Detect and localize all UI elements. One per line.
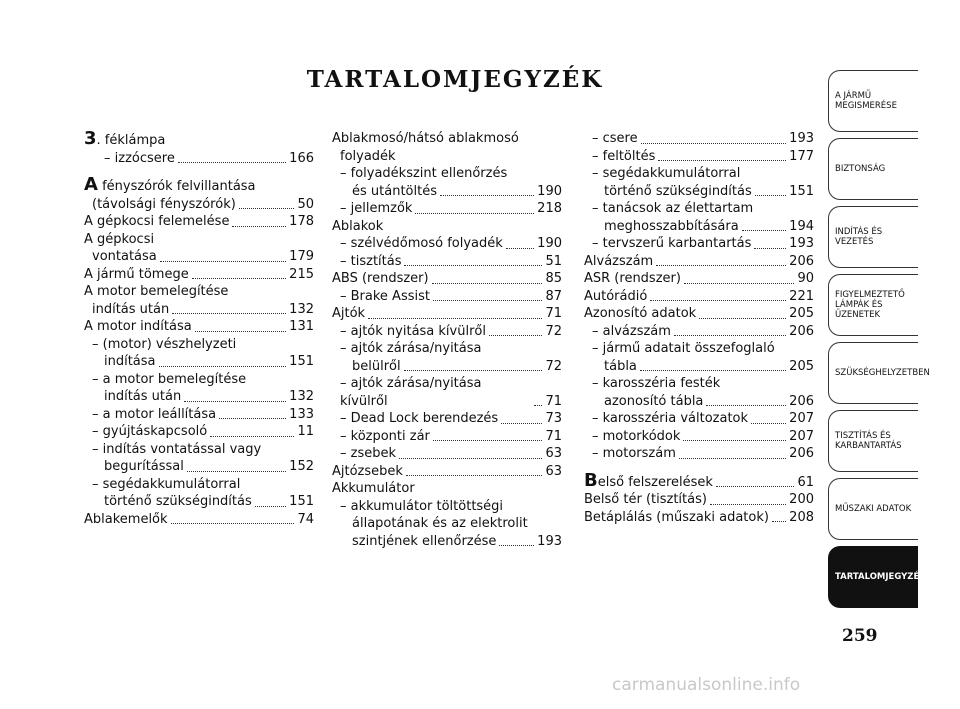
- page-ref: 50: [297, 196, 314, 212]
- page-ref: 215: [289, 266, 314, 282]
- page-ref: 208: [789, 509, 814, 525]
- index-entry: [584, 445, 814, 463]
- tab-starting-driving[interactable]: INDÍTÁS ÉS VEZETÉS: [828, 206, 918, 268]
- entry-text: Ablakemelők: [84, 511, 168, 527]
- index-entry: [332, 200, 562, 218]
- page-ref: 151: [289, 354, 314, 369]
- entry-text: – feltöltés: [592, 148, 656, 164]
- page-ref: 193: [789, 131, 814, 146]
- entry-text: A gépkocsi felemelése: [84, 214, 230, 229]
- entry-text: Ajtózsebek: [332, 463, 403, 479]
- entry-text: állapotának és az elektrolit: [352, 516, 528, 531]
- entry-text: A jármű tömege: [84, 266, 189, 282]
- page-ref: 71: [545, 306, 562, 321]
- index-entry: [84, 423, 314, 441]
- tab-emergency[interactable]: SZÜKSÉGHELYZETBEN: [828, 342, 918, 404]
- index-entry: [584, 393, 814, 411]
- index-entry: [332, 445, 562, 463]
- page-ref: 178: [289, 214, 314, 229]
- entry-text: – alvázszám: [592, 323, 671, 339]
- index-entry: [332, 428, 562, 446]
- index-entry: [84, 458, 314, 476]
- entry-text: Belső tér (tisztítás): [584, 492, 707, 507]
- index-entry: [584, 130, 814, 148]
- entry-text: ASR (rendszer): [584, 271, 681, 286]
- entry-text: – ajtók zárása/nyitása: [340, 341, 482, 356]
- entry-text: – jellemzők: [340, 201, 413, 216]
- page-ref: 221: [789, 288, 814, 304]
- entry-text: – karosszéria festék: [592, 376, 721, 391]
- entry-text: – ajtók zárása/nyitása kívülről: [340, 376, 482, 409]
- index-entry: [332, 463, 562, 481]
- page-ref: 179: [289, 249, 314, 264]
- page-ref: 193: [789, 236, 814, 251]
- page-ref: 206: [789, 393, 814, 409]
- page-ref: 207: [789, 411, 814, 426]
- index-letter: 3: [84, 128, 97, 149]
- index-entry: [332, 235, 562, 253]
- entry-text: szintjének ellenőrzése: [352, 533, 497, 549]
- entry-text: azonosító tábla: [604, 393, 704, 409]
- page-number: 259: [842, 626, 878, 646]
- entry-text: – tanácsok az élettartam: [592, 201, 754, 216]
- entry-text: – motorkódok: [592, 428, 681, 444]
- index-entry: [84, 406, 314, 424]
- section-tabs: [828, 70, 930, 614]
- entry-text: A gépkocsi: [84, 231, 155, 247]
- page-ref: 72: [545, 358, 562, 374]
- entry-text: Ablakok: [332, 218, 384, 234]
- page-ref: 177: [789, 148, 814, 164]
- tab-safety[interactable]: BIZTONSÁG: [828, 138, 918, 200]
- entry-text: – (motor) vészhelyzeti: [92, 336, 237, 352]
- entry-text: – gyújtáskapcsoló: [92, 424, 208, 439]
- page-ref: 74: [297, 511, 314, 527]
- page-ref: 151: [289, 494, 314, 509]
- entry-text: – karosszéria változatok: [592, 411, 749, 426]
- page-ref: 71: [545, 428, 562, 444]
- entry-text: . féklámpa: [96, 133, 166, 148]
- page-ref: 71: [545, 393, 562, 409]
- index-entry: [584, 270, 814, 288]
- entry-text: – a motor leállítása: [92, 406, 217, 422]
- page-ref: 194: [789, 218, 814, 234]
- entry-text: fényszórók felvillantása: [97, 179, 256, 194]
- index-entry: [584, 218, 814, 236]
- entry-text: történő szükségindítás: [104, 494, 252, 509]
- page-ref: 73: [545, 411, 562, 426]
- index-entry: [332, 288, 562, 306]
- index-entry: [332, 323, 562, 341]
- page-ref: 85: [545, 271, 562, 286]
- page-ref: 63: [545, 463, 562, 479]
- entry-text: indítása: [104, 354, 156, 369]
- tab-contents[interactable]: TARTALOMJEGYZÉK: [828, 546, 918, 608]
- entry-text: első felszerelések: [597, 474, 713, 490]
- page-ref: 193: [537, 533, 562, 549]
- entry-text: Akkumulátor: [332, 481, 415, 496]
- page-ref: 11: [297, 424, 314, 439]
- page-title: TARTALOMJEGYZÉK: [306, 66, 604, 93]
- index-entry: [84, 353, 314, 371]
- entry-text: ABS (rendszer): [332, 271, 429, 286]
- index-entry: [84, 150, 314, 168]
- entry-text: folyadék: [340, 148, 396, 164]
- index-entry: [584, 288, 814, 306]
- index-entry: [84, 493, 314, 511]
- entry-text: (távolsági fényszórók): [92, 196, 236, 212]
- index-entry: [584, 428, 814, 446]
- entry-text: – akkumulátor töltöttségi: [340, 498, 504, 514]
- page-ref: 133: [289, 406, 314, 422]
- page-ref: 132: [289, 301, 314, 317]
- page-ref: 151: [789, 183, 814, 199]
- entry-text: és utántöltés: [352, 183, 437, 199]
- entry-text: – segédakkumulátorral: [92, 476, 241, 492]
- page-ref: 206: [789, 253, 814, 269]
- page-ref: 206: [789, 446, 814, 461]
- index-entry: [584, 305, 814, 323]
- page-ref: 206: [789, 323, 814, 339]
- index-entry: [332, 410, 562, 428]
- index-entry: [84, 248, 314, 266]
- entry-text: – Dead Lock berendezés: [340, 411, 499, 426]
- entry-text: – a motor bemelegítése: [92, 371, 247, 387]
- tab-warning-lights[interactable]: FIGYELMEZTETŐ LÁMPÁK ÉS ÜZENETEK: [828, 274, 918, 336]
- index-entry: [332, 253, 562, 271]
- page-ref: 190: [537, 183, 562, 199]
- entry-text: – tisztítás: [340, 253, 402, 269]
- index-entry: [332, 305, 562, 323]
- index-entry: [332, 358, 562, 376]
- page-ref: 90: [797, 271, 814, 286]
- index-entry: [584, 148, 814, 166]
- index-letter: A: [84, 174, 98, 195]
- index-entry: [84, 301, 314, 319]
- index-entry: [584, 509, 814, 527]
- entry-text: Ablakmosó/hátsó ablakmosó: [332, 131, 519, 146]
- page-ref: 190: [537, 236, 562, 251]
- index-entry: [84, 176, 314, 196]
- entry-text: – csere: [592, 131, 638, 146]
- entry-text: belülről: [352, 358, 401, 374]
- index-entry: [584, 491, 814, 509]
- entry-text: – központi zár: [340, 428, 430, 444]
- entry-text: Azonosító adatok: [584, 306, 697, 321]
- entry-text: – izzócsere: [104, 150, 175, 166]
- page-ref: 152: [289, 459, 314, 474]
- page-ref: 207: [789, 428, 814, 444]
- index-entry: [84, 130, 314, 150]
- page-ref: 87: [545, 288, 562, 304]
- entry-text: indítás után: [104, 389, 182, 404]
- entry-text: – indítás vontatással vagy: [92, 441, 262, 457]
- index-entry: [584, 410, 814, 428]
- entry-text: meghosszabbítására: [604, 218, 739, 234]
- page-ref: 200: [789, 492, 814, 507]
- index-entry: [584, 358, 814, 376]
- entry-text: – folyadékszint ellenőrzés: [340, 166, 508, 181]
- index-entry: [584, 469, 814, 492]
- tab-cleaning-maintenance[interactable]: TISZTÍTÁS ÉS KARBANTARTÁS: [828, 410, 918, 472]
- tab-technical-data[interactable]: MŰSZAKI ADATOK: [828, 478, 918, 540]
- index-column-3: [584, 130, 814, 526]
- entry-text: A motor bemelegítése: [84, 284, 229, 299]
- entry-text: – segédakkumulátorral: [592, 166, 741, 181]
- page-ref: 131: [289, 319, 314, 334]
- entry-text: – Brake Assist: [340, 288, 430, 304]
- page-ref: 72: [545, 323, 562, 339]
- page-ref: 63: [545, 446, 562, 461]
- page-ref: 218: [537, 201, 562, 216]
- index-entry: [332, 270, 562, 288]
- index-entry: [584, 235, 814, 253]
- watermark: carmanualsonline.info: [612, 675, 801, 695]
- entry-text: – motorszám: [592, 446, 676, 461]
- entry-text: tábla: [604, 358, 637, 374]
- entry-text: A motor indítása: [84, 319, 192, 334]
- index-entry: [84, 318, 314, 336]
- entry-text: történő szükségindítás: [604, 183, 752, 199]
- entry-text: Betáplálás (műszaki adatok): [584, 509, 769, 525]
- entry-text: begurítással: [104, 459, 184, 474]
- page-ref: 166: [289, 150, 314, 166]
- index-entry: [584, 253, 814, 271]
- index-column-1: [84, 130, 314, 528]
- page-ref: 132: [289, 389, 314, 404]
- page-ref: 51: [545, 253, 562, 269]
- entry-text: Autórádió: [584, 288, 648, 304]
- entry-text: Ajtók: [332, 306, 366, 321]
- index-letter: B: [584, 469, 598, 491]
- page-ref: 205: [789, 358, 814, 374]
- entry-text: – zsebek: [340, 446, 397, 461]
- page-ref: 61: [797, 474, 814, 490]
- tab-vehicle-overview[interactable]: A JÁRMŰ MEGISMERÉSE: [828, 70, 918, 132]
- index-entry: [84, 196, 314, 214]
- index-entry: [584, 183, 814, 201]
- entry-text: – ajtók nyitása kívülről: [340, 323, 486, 339]
- index-entry: [84, 511, 314, 529]
- index-entry: [584, 323, 814, 341]
- index-column-2: [332, 130, 562, 550]
- entry-text: – tervszerű karbantartás: [592, 236, 752, 251]
- entry-text: indítás után: [92, 301, 170, 317]
- index-entry: [332, 183, 562, 201]
- page-ref: 205: [789, 306, 814, 321]
- index-entry: [332, 533, 562, 551]
- entry-text: – jármű adatait összefoglaló: [592, 341, 775, 356]
- index-entry: [84, 266, 314, 284]
- entry-text: vontatása: [92, 249, 157, 264]
- index-entry: [332, 375, 562, 410]
- entry-text: – szélvédőmosó folyadék: [340, 236, 503, 251]
- entry-text: Alvázszám: [584, 253, 654, 269]
- index-entry: [84, 388, 314, 406]
- index-entry: [84, 213, 314, 231]
